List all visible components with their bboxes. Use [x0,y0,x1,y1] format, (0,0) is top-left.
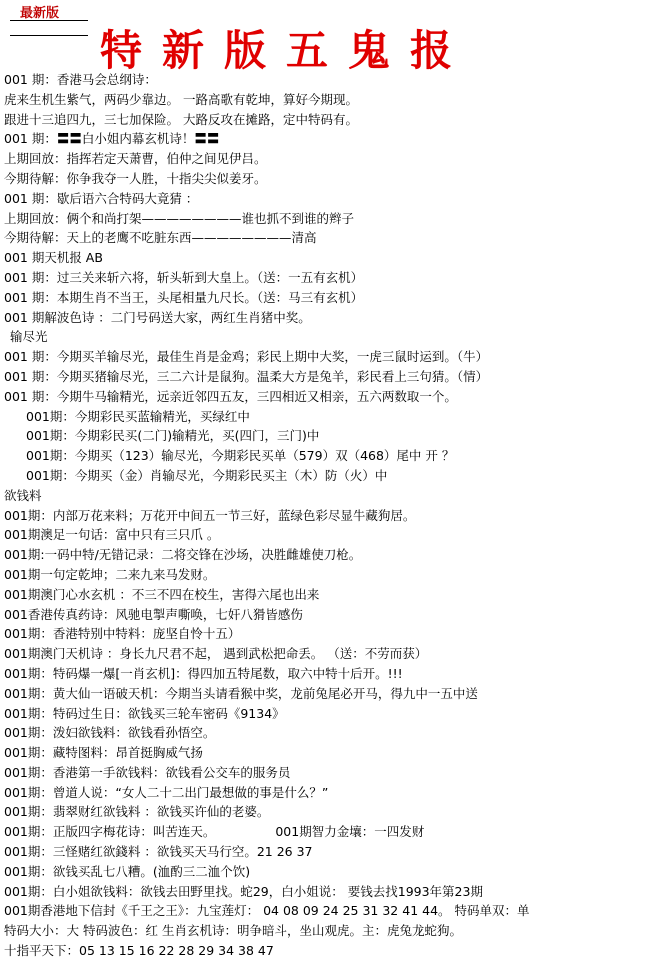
text-line: 001 期：今期买羊输尽光，最佳生肖是金鸡；彩民上期中大奖，一虎三鼠时运到。（牛） [4,349,489,365]
text-line [4,822,668,842]
text-line: 001期香港地下信封《千王之王》：九宝莲灯： 04 08 09 24 25 31 32 41 44。 特码单双：单 [4,903,530,919]
text-line: 001期一句定乾坤；二来九来马发财。 [4,566,216,582]
text-line: 001期澳门心水玄机 ：不三不四在校生，害得六尾也出来 [4,586,320,602]
header-rule-bottom [10,35,88,36]
text-line: 001期：特码过生日：欲钱买三轮车密码《9134》 [4,705,285,721]
text-line: 001 期：歇后语六合特码大竟猜 ： [4,190,199,206]
section-heading: 欲钱料 [4,487,42,503]
text-line: 001期澳门天机诗 ：身长九尺君不起， 遇到武松把命丢。 （送：不劳而获） [4,646,428,662]
text-line: 001期：藏特图料：昂首挺胸威气扬 [4,745,203,761]
text-line: 001期：香港特别中特料：庞坚自怜十五） [4,626,241,642]
text-line: 上期回放：指挥若定天萧曹，伯仲之间见伊吕。 [4,151,267,167]
text-line: 001期：曾道人说：“女人二十二出门最想做的事是什么？” [4,784,329,800]
text-line: 001期:一码中特/无错记录：二将交锋在沙场，决胜雌雄使刀枪。 [4,547,362,563]
text-line: 001期：今期彩民买(二门)输精光，买(四门，三门)中 [26,428,320,444]
text-line: 001香港传真药诗：风驰电掣声嘶唤，七奸八猾皆感伤 [4,606,303,622]
text-line: 001期：今期买（金）肖输尽光，今期彩民买主（木）防（火）中 [26,467,388,483]
text-segment: 001期智力金壤：一四发财 [275,824,425,840]
text-line: 001期：白小姐欲钱料：欲钱去田野里找。蛇29，白小姐说： 要钱去找1993年第23期 [4,883,483,899]
text-line: 今期待解：你争我夺一人胜，十指尖尖似姜牙。 [4,170,267,186]
text-line: 特码大小：大 特码波色：红 生肖玄机诗：明争暗斗，坐山观虎。主：虎兔龙蛇狗。 [4,923,462,939]
text-line: 001期：内部万花来料；万花开中间五一节三好，蓝绿色彩尽显牛藏狗居。 [4,507,416,523]
header-rule-top [10,20,88,21]
section-heading: 输尽光 [10,329,48,345]
text-line: 001 期：过三关来斩六将，斩头斩到大皇上。（送：一五有玄机） [4,269,364,285]
document-body [4,70,668,961]
text-line: 001期：黄大仙一语破天机：今期当头请看猴中奖，龙前兔尾必开马，得九中一五中送 [4,685,478,701]
text-line: 001期：特码爆一爆[一肖玄机]：得四加五特尾数，取六中特十后开。!!! [4,665,403,681]
text-line: 001期：欲钱买乱七八糟。(洫酌三二洫个饮) [4,863,251,879]
text-line: 跟进十三追四九，三七加保险。 大路反攻在摊路，定中特码有。 [4,111,358,127]
text-line: 001 期：香港马会总纲诗： [4,72,157,87]
edition-badge: 最新版 [20,6,60,21]
text-line: 十指平天下：05 13 15 16 22 28 29 34 38 47 [4,943,274,959]
text-line: 001期：翡翠财红欲钱料 ：欲钱买许仙的老婆。 [4,804,270,820]
text-line: 001期：今期买（123）输尽光，今期彩民买单（579）双（468）尾中 开 ？ [26,448,455,464]
text-line: 001 期天机报 AB [4,250,103,266]
text-segment: 001期：正版四字梅花诗：叫苦连天。 [4,824,216,840]
text-line: 001期澳足一句话：富中只有三只爪 。 [4,527,220,543]
text-line: 001 期：本期生肖不当王，头尾相量九尺长。（送：马三有玄机） [4,289,364,305]
text-line: 001期：香港第一手欲钱料：欲钱看公交车的服务员 [4,764,291,780]
text-line: 001期：泼妇欲钱料：欲钱看孙悟空。 [4,725,216,741]
text-line: 001 期解波色诗 ：二门号码送大家，两红生肖猪中奖。 [4,309,311,325]
text-line: 上期回放：俩个和尚打架————————谁也抓不到谁的辫子 [4,210,355,226]
page-title: 特新版五鬼报 [100,26,473,75]
text-line: 001 期：今期买猪输尽光，三二六计是鼠狗。温柔大方是兔羊，彩民看上三句猜。（情） [4,368,489,384]
text-line: 001 期：〓〓白小姐内幕玄机诗！〓〓 [4,131,220,147]
text-line: 虎来生机生紫气，两码少靠边。 一路高歌有乾坤，算好今期现。 [4,91,358,107]
text-line: 001期：今期彩民买蓝输精光，买绿红中 [26,408,250,424]
text-line: 001期：三怪赌红欲錢料 ：欲钱买天马行空。21 26 37 [4,844,313,860]
text-line: 001 期：今期牛马输精光，远亲近邻四五友，三四相近又相亲，五六两数取一个。 [4,388,457,404]
text-line: 今期待解：天上的老鹰不吃脏东西————————清高 [4,230,317,246]
